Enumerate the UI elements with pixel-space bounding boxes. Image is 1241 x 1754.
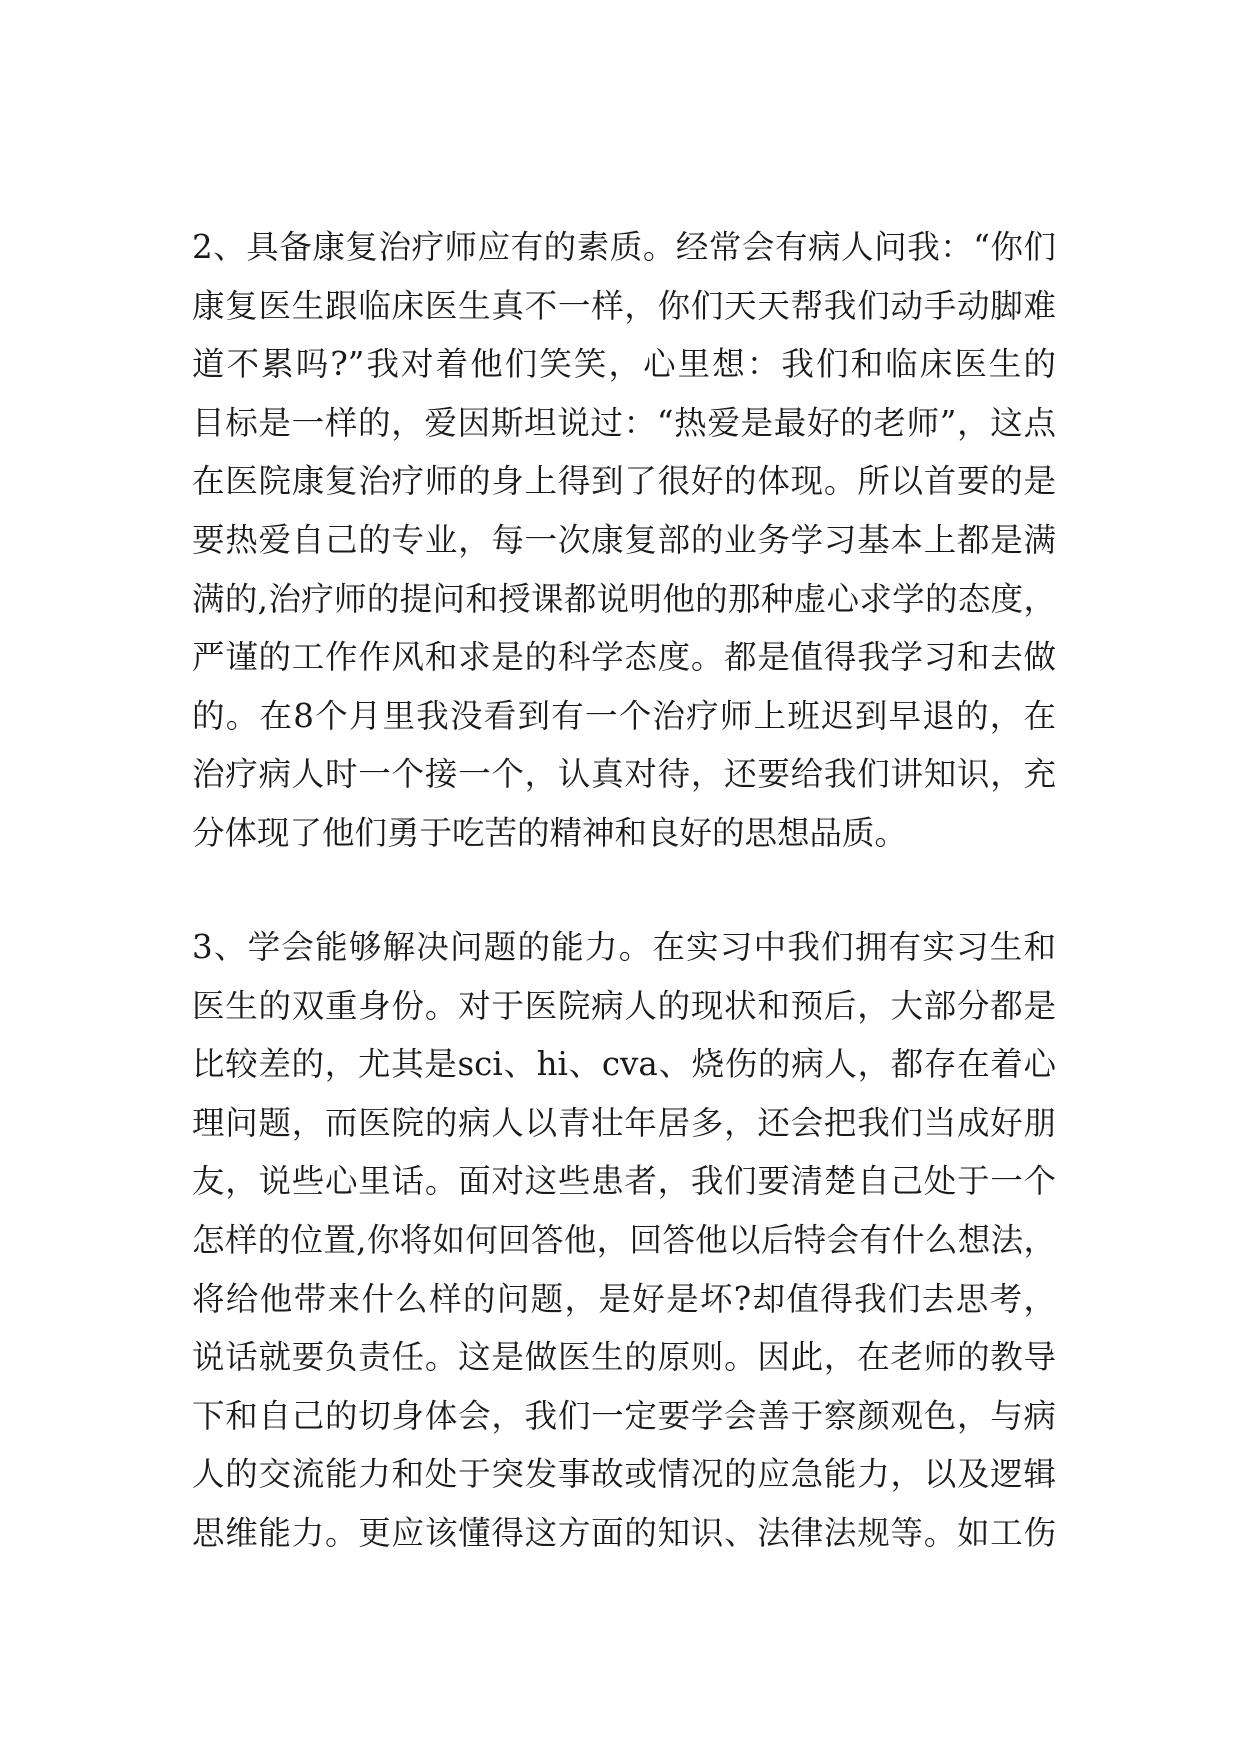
text-line: 3、学会能够解决问题的能力。在实习中我们拥有实习生和 (192, 928, 1056, 966)
text-line: 在医院康复治疗师的身上得到了很好的体现。所以首要的是 (192, 462, 1056, 501)
paragraph-3-problem-solving (192, 918, 1056, 1563)
text-line: 严谨的工作作风和求是的科学态度。都是值得我学习和去做 (192, 638, 1056, 677)
text-line: 治疗病人时一个接一个，认真对待，还要给我们讲知识，充 (192, 755, 1056, 794)
text-line: 分体现了他们勇于吃苦的精神和良好的思想品质。 (192, 813, 908, 852)
text-line: 满的,治疗师的提问和授课都说明他的那种虚心求学的态度， (192, 579, 1056, 618)
text-line: 将给他带来什么样的问题，是好是坏?却值得我们去思考， (192, 1279, 1056, 1318)
text-line: 人的交流能力和处于突发事故或情况的应急能力，以及逻辑 (192, 1455, 1056, 1494)
text-line: 2、具备康复治疗师应有的素质。经常会有病人问我：“你们 (192, 228, 1056, 266)
paragraph-2-qualities (192, 218, 1056, 863)
text-line: 下和自己的切身体会，我们一定要学会善于察颜观色，与病 (192, 1396, 1056, 1435)
text-line: 康复医生跟临床医生真不一样，你们天天帮我们动手动脚难 (192, 286, 1056, 325)
text-line: 道不累吗?”我对着他们笑笑，心里想：我们和临床医生的 (192, 345, 1056, 384)
text-line: 说话就要负责任。这是做医生的原则。因此，在老师的教导 (192, 1338, 1056, 1377)
text-line: 目标是一样的，爱因斯坦说过：“热爱是最好的老师”，这点 (192, 403, 1056, 442)
text-line: 思维能力。更应该懂得这方面的知识、法律法规等。如工伤 (192, 1513, 1056, 1552)
text-line: 的。在8个月里我没看到有一个治疗师上班迟到早退的，在 (192, 696, 1056, 735)
text-line: 要热爱自己的专业，每一次康复部的业务学习基本上都是满 (192, 520, 1056, 559)
text-line: 友，说些心里话。面对这些患者，我们要清楚自己处于一个 (192, 1162, 1056, 1201)
text-line: 理问题，而医院的病人以青壮年居多，还会把我们当成好朋 (192, 1103, 1056, 1142)
text-line: 怎样的位置,你将如何回答他，回答他以后特会有什么想法， (192, 1220, 1056, 1259)
text-line: 医生的双重身份。对于医院病人的现状和预后，大部分都是 (192, 986, 1056, 1025)
text-line: 比较差的，尤其是sci、hi、cva、烧伤的病人，都存在着心 (192, 1045, 1056, 1084)
